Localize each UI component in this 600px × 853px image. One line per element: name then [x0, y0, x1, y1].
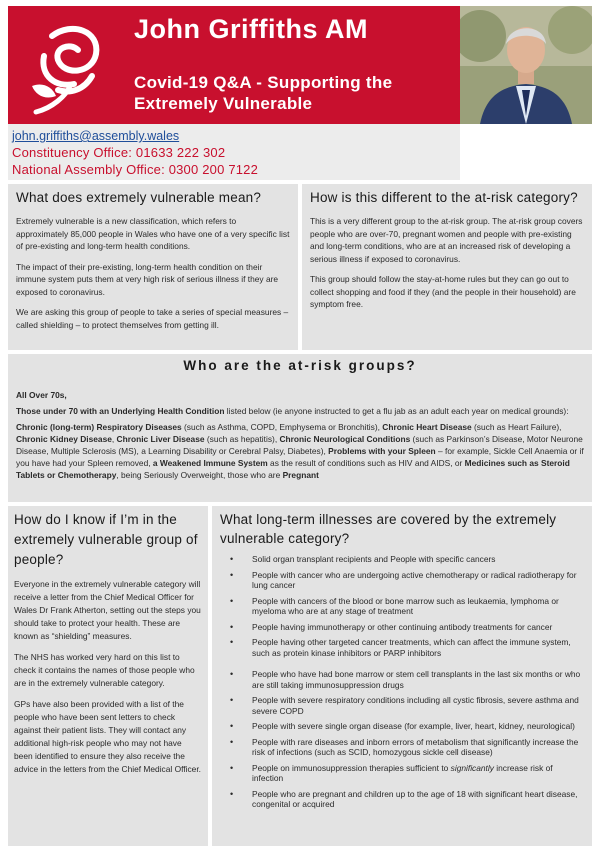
- how-do-i-know-panel: [8, 506, 208, 846]
- list-item: • People with rare diseases and inborn errors of metabolism that significantly increase the risk of infections (such as SCID, homozygous sickle cell disease): [252, 737, 584, 758]
- long-term-illnesses-panel: [212, 506, 592, 846]
- conditions-list: [16, 421, 584, 481]
- at-risk-line: [16, 389, 584, 401]
- paragraph: The impact of their pre-existing, long-term health condition on their immune system puts them at very high risk of serious illness if they are exposed to coronavirus.: [16, 261, 279, 297]
- condition-text: (such as hepatitis),: [204, 434, 280, 444]
- condition-text: (such as Heart Failure),: [471, 422, 562, 432]
- list-item: • People with cancer who are undergoing active chemotherapy or radical radiotherapy for lung cancer: [252, 570, 584, 591]
- paragraph: The NHS has worked very hard on this list to check it contains the names of those people who are in the extremely vulnerable category.: [14, 652, 195, 688]
- page-subtitle: Covid-19 Q&A - Supporting the Extremely Vulnerable: [134, 73, 393, 113]
- at-risk-line: [16, 405, 584, 417]
- under-70-label: Those under 70 with an Underlying Health Condition: [16, 406, 225, 416]
- email-link[interactable]: john.griffiths@assembly.wales: [12, 129, 180, 143]
- list-item-text: increase risk of infection: [252, 762, 553, 783]
- condition-text: (such as Parkinson’s Disease, Motor Neurone Disease, Multiple Sclerosis (MS), a Learning Disability or Cerebral Palsy, Diabetes),: [16, 434, 583, 456]
- paragraph: Extremely vulnerable is a new classification, which refers to approximately 85,000 people in Wales who have one of a very specific list of pre-existing and long-term health conditions.: [16, 216, 290, 251]
- under-70-text: listed below (ie anyone instructed to get a flu jab as an adult each year on medical grounds):: [224, 406, 569, 416]
- illness-list: [220, 554, 584, 810]
- list-item: • People with severe single organ disease (for example, liver, heart, kidney, neurological): [252, 721, 584, 732]
- condition-term: Medicines such as Steroid Tablets or Chemotherapy: [16, 458, 570, 480]
- list-item-emphasis: significantly: [450, 762, 494, 773]
- list-item: • People having other targeted cancer treatments, which can affect the immune system, such as protein kinase inhibitors or PARP inhibitors: [252, 637, 584, 658]
- condition-text: ,: [111, 434, 117, 444]
- list-item: [252, 763, 584, 784]
- condition-term: Chronic Kidney Disease: [16, 434, 112, 444]
- rose-logo-icon: [22, 16, 118, 116]
- header-banner: [8, 6, 460, 124]
- list-item: • People with cancers of the blood or bone marrow such as leukaemia, lymphoma or myeloma who are at any stage of treatment: [252, 596, 584, 617]
- list-item: • People with severe respiratory conditions including all cystic fibrosis, severe asthma and severe COPD: [252, 695, 584, 716]
- condition-term: Chronic Neurological Conditions: [279, 434, 411, 444]
- paragraph: This group should follow the stay-at-home rules but they can go out to collect shopping and food if they (and the people in their household) are symptom free.: [310, 274, 576, 309]
- condition-term: a Weakened Immune System: [152, 458, 268, 468]
- panel-heading: What does extremely vulnerable mean?: [16, 190, 262, 205]
- national-assembly-office-phone: National Assembly Office: 0300 200 7122: [12, 162, 259, 177]
- panel-heading: What long-term illnesses are covered by the extremely vulnerable category?: [220, 512, 557, 546]
- contact-details: [8, 124, 298, 180]
- paragraph: Everyone in the extremely vulnerable category will receive a letter from the Chief Medical Officer for Wales Dr Frank Atherton, setting out the steps you should take to protect your health. These are known as “shielding” measures.: [14, 579, 201, 641]
- contact-filler: [298, 124, 460, 180]
- paragraph: We are asking this group of people to take a series of special measures – called shielding – to protect themselves from getting ill.: [16, 307, 289, 330]
- at-risk-groups-panel: [8, 354, 592, 502]
- condition-text: , being Seriously Overweight, those who are: [116, 470, 283, 480]
- constituency-office-phone: Constituency Office: 01633 222 302: [12, 145, 226, 160]
- panel-heading: Who are the at-risk groups?: [183, 358, 417, 373]
- over-70-label: All Over 70s,: [16, 390, 67, 400]
- portrait-photo: [460, 6, 592, 124]
- condition-term: Pregnant: [282, 470, 319, 480]
- condition-text: (such as Asthma, COPD, Emphysema or Bronchitis),: [181, 422, 383, 432]
- condition-term: Chronic Heart Disease: [382, 422, 472, 432]
- condition-text: – for example, Sickle Cell Anaemia or if you have had your Spleen removed,: [16, 446, 584, 468]
- paragraph: This is a very different group to the at-risk group. The at-risk group covers people who are over-70, pregnant women and people with pre-existing and long-term conditions, who are at an increased risk of developing a serious illness if exposed to coronavirus.: [310, 216, 583, 264]
- condition-term: Chronic Liver Disease: [116, 434, 205, 444]
- list-item: • Solid organ transplant recipients and People with specific cancers: [252, 554, 584, 565]
- list-item: • People having immunotherapy or other continuing antibody treatments for cancer: [252, 622, 584, 633]
- extremely-vulnerable-panel: [8, 184, 298, 350]
- condition-term: Problems with your Spleen: [328, 446, 436, 456]
- panel-heading: How is this different to the at-risk category?: [310, 190, 578, 205]
- condition-text: as the result of conditions such as HIV and AIDS, or: [267, 458, 465, 468]
- list-item-text: People on immunosuppression therapies sufficient to: [252, 762, 451, 773]
- difference-panel: [302, 184, 592, 350]
- condition-term: Chronic (long-term) Respiratory Diseases: [16, 422, 182, 432]
- paragraph: GPs have also been provided with a list of the people who have been sent letters to check against their patient lists. They will contact any additional high-risk people who may not have been identified to ensure they also receive the advice in the letters from the Chief Medical Officer.: [14, 699, 201, 774]
- list-item: • People who are pregnant and children up to the age of 18 with significant heart disease, congenital or acquired: [252, 789, 584, 810]
- mp-name: John Griffiths AM: [134, 14, 368, 44]
- list-item: • People who have had bone marrow or stem cell transplants in the last six months or who are still taking immunosuppression drugs: [252, 669, 584, 690]
- panel-heading: How do I know if I’m in the extremely vulnerable group of people?: [14, 512, 198, 567]
